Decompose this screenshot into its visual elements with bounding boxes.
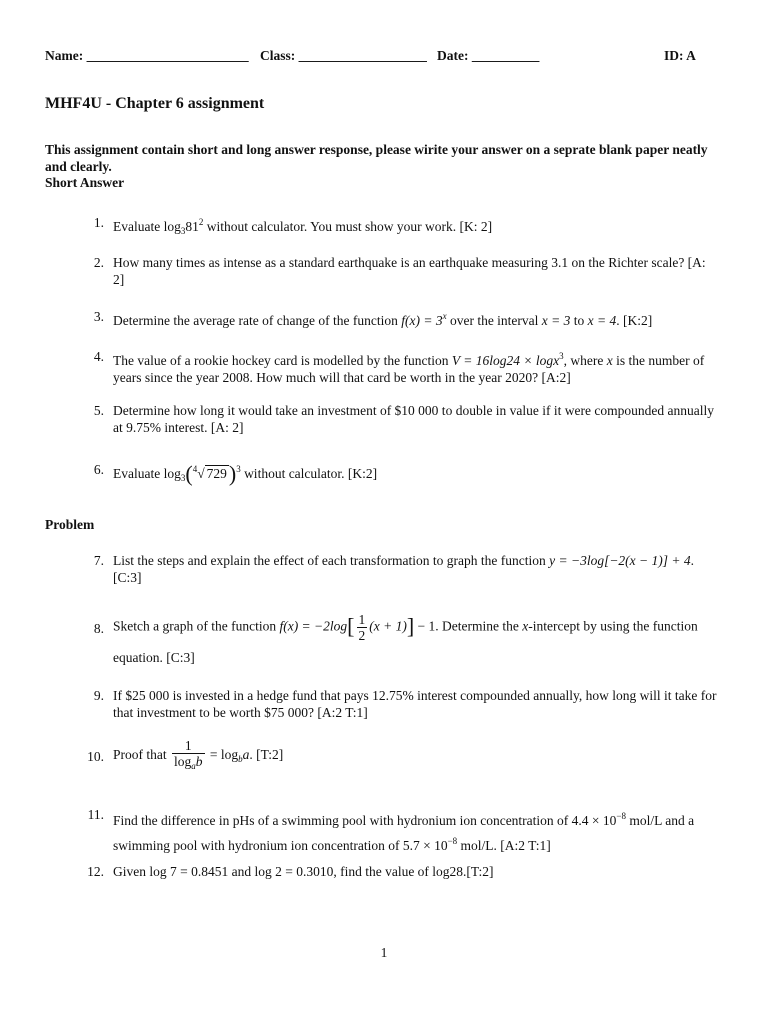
- page-number: 1: [380, 945, 388, 960]
- header-row: [45, 48, 705, 66]
- question-4: 4. The value of a rookie hockey card is modelled by the function V = 16log24 × logx$^3$, where x is the number of years since the year 2008. How much will that card be worth in the year 2020? [A:2]: [93, 349, 705, 385]
- question-7: 7. List the steps and explain the effect of each transformation to graph the function y = −3log[−2(x − 1)] + 4. [C:3]: [93, 553, 695, 585]
- question-11: 11. Find the difference in pHs of a swimming pool with hydronium ion concentration of $4.4 \times 10^{-8}$ mol/L and a swimming pool with hydronium ion concentration of $5.7 \times 10^{-8}$ mol/L. [A:2 T:1]: [87, 807, 695, 853]
- name-field-label: Name: ________________________: [45, 48, 249, 63]
- question-5: 5. Determine how long it would take an investment of $10 000 to double in value if it were compounded annually at 9.75% interest. [A: 2]: [93, 403, 714, 435]
- question-6: 6. Evaluate $\log_3(^4√$ 729)$^3$ without calculator. [K:2]: [93, 461, 378, 486]
- date-field-label: Date: __________: [437, 48, 540, 63]
- question-10: 10. Proof that $\frac{1}{\log_ab}$ = $\log_ba$. [T:2]: [87, 738, 284, 771]
- page-title: MHF4U - Chapter 6 assignment: [45, 95, 265, 112]
- question-9: 9. If $25 000 is invested in a hedge fund that pays 12.75% interest compounded annually, how long will it take for that investment to be worth $75 000? [A:2 T:1]: [93, 688, 717, 720]
- question-8: 8. Sketch a graph of the function f(x) = −2log[ $\frac{1}{2}$ (x + 1)] − 1. Determine the x-intercept by using the function equation. [C:3]: [93, 612, 698, 665]
- question-12: 12. Given log 7 = 0.8451 and log 2 = 0.3010, find the value of log28.[T:2]: [87, 864, 494, 879]
- question-1: 1. Evaluate $\log_381^2$ without calculator. You must show your work. [K: 2]: [93, 215, 493, 236]
- instructions: This assignment contain short and long answer response, please wirite your answer on a seprate blank paper neatly and clearly.: [45, 142, 708, 174]
- section-short-answer: Short Answer: [45, 175, 125, 190]
- question-2: 2. How many times as intense as a standard earthquake is an earthquake measuring 3.1 on the Richter scale? [A: 2]: [93, 255, 706, 287]
- id-label: ID: A: [664, 48, 696, 63]
- question-3: 3. Determine the average rate of change of the function $f(x) = 3^x$ over the interval x = 3 to x = 4. [K:2]: [93, 309, 653, 328]
- class-field-label: Class: ___________________: [260, 48, 427, 63]
- section-problem: Problem: [45, 517, 95, 532]
